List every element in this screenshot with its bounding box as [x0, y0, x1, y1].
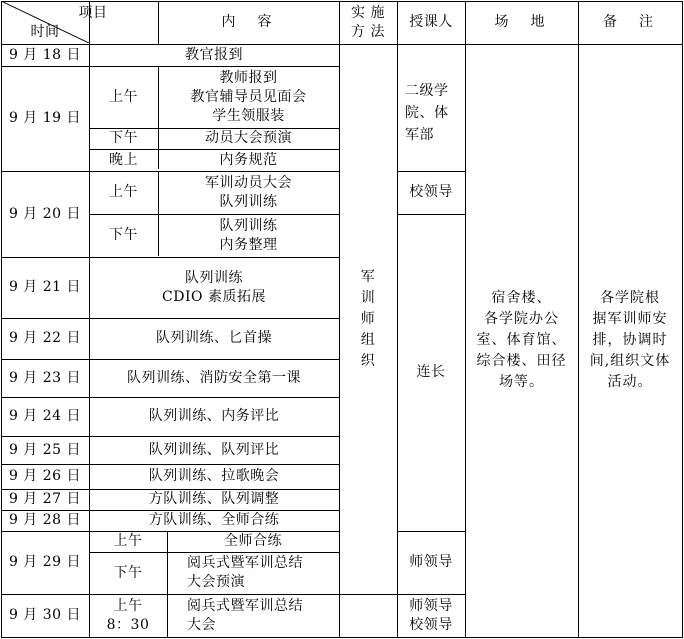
period-cell: 上午 8：30 [106, 597, 150, 633]
teacher-cell: 师领导 [409, 554, 453, 570]
date-cell: 9 月 21 日 [8, 279, 82, 295]
header-teacher: 授课人 [409, 14, 453, 30]
content-cell: 方队训练、全师合练 [148, 512, 280, 528]
date-cell: 9 月 29 日 [8, 554, 82, 570]
content-cell: 内务规范 [219, 151, 278, 168]
content-cell: 全师合练 [224, 533, 282, 549]
teacher-cell: 二级学 院、体 军部 [405, 83, 449, 143]
content-cell: 方队训练、队列调整 [148, 491, 280, 507]
content-cell: 队列训练、队列评比 [148, 441, 280, 458]
header-project: 项目 [78, 4, 108, 21]
date-cell: 9 月 22 日 [8, 330, 82, 346]
content-cell: 动员大会预演 [205, 130, 292, 146]
header-venue: 场 地 [494, 14, 549, 30]
header-content: 内 容 [221, 14, 276, 30]
date-cell: 9 月 19 日 [8, 110, 82, 126]
content-cell: 队列训练、匕首操 [156, 330, 272, 346]
content-cell: 队列训练 内务整理 [219, 217, 278, 253]
date-cell: 9 月 30 日 [8, 607, 82, 623]
notes-cell: 各学院根 据军训师安 排，协调时 间,组织文体 活动。 [589, 290, 671, 390]
content-cell: 军训动员大会 队列训练 [205, 174, 292, 210]
date-cell: 9 月 26 日 [8, 468, 82, 484]
date-cell: 9 月 18 日 [8, 46, 82, 63]
period-cell: 下午 [109, 130, 138, 146]
content-cell: 阅兵式暨军训总结 大会 [187, 597, 303, 633]
venue-cell: 宿舍楼、 各学院办公 室、体育馆、 综合楼、田径 场等。 [476, 290, 567, 390]
period-cell: 下午 [109, 227, 138, 243]
period-cell: 晚上 [109, 151, 138, 168]
table-border-right [682, 1, 683, 638]
teacher-cell: 连长 [416, 364, 446, 380]
content-cell: 教官报到 [185, 46, 243, 63]
content-cell: 队列训练、消防安全第一课 [127, 369, 301, 386]
header-notes: 备 注 [603, 14, 657, 30]
header-time: 时间 [30, 23, 60, 40]
content-cell: 队列训练 CDIO 素质拓展 [162, 269, 266, 305]
content-cell: 队列训练、拉歌晚会 [148, 468, 280, 484]
teacher-cell: 校领导 [409, 184, 453, 200]
period-cell: 上午 [113, 533, 143, 549]
header-method: 实 施 方 法 [351, 4, 385, 40]
date-cell: 9 月 27 日 [8, 491, 82, 507]
teacher-cell: 师领导 校领导 [409, 597, 453, 633]
date-cell: 9 月 23 日 [8, 369, 82, 386]
table-border-bottom [1, 637, 683, 638]
period-cell: 上午 [109, 184, 138, 200]
content-cell: 教师报到 教官辅导员见面会 学生领服装 [190, 69, 307, 124]
date-cell: 9 月 25 日 [8, 441, 82, 458]
period-cell: 上午 [109, 88, 138, 105]
content-cell: 队列训练、内务评比 [148, 408, 280, 424]
content-cell: 阅兵式暨军训总结 大会预演 [187, 555, 303, 590]
date-cell: 9 月 28 日 [8, 512, 82, 528]
date-cell: 9 月 24 日 [8, 408, 82, 424]
date-cell: 9 月 20 日 [8, 205, 82, 222]
period-cell: 下午 [113, 564, 143, 581]
method-cell: 军 训 师 组 织 [360, 268, 376, 369]
